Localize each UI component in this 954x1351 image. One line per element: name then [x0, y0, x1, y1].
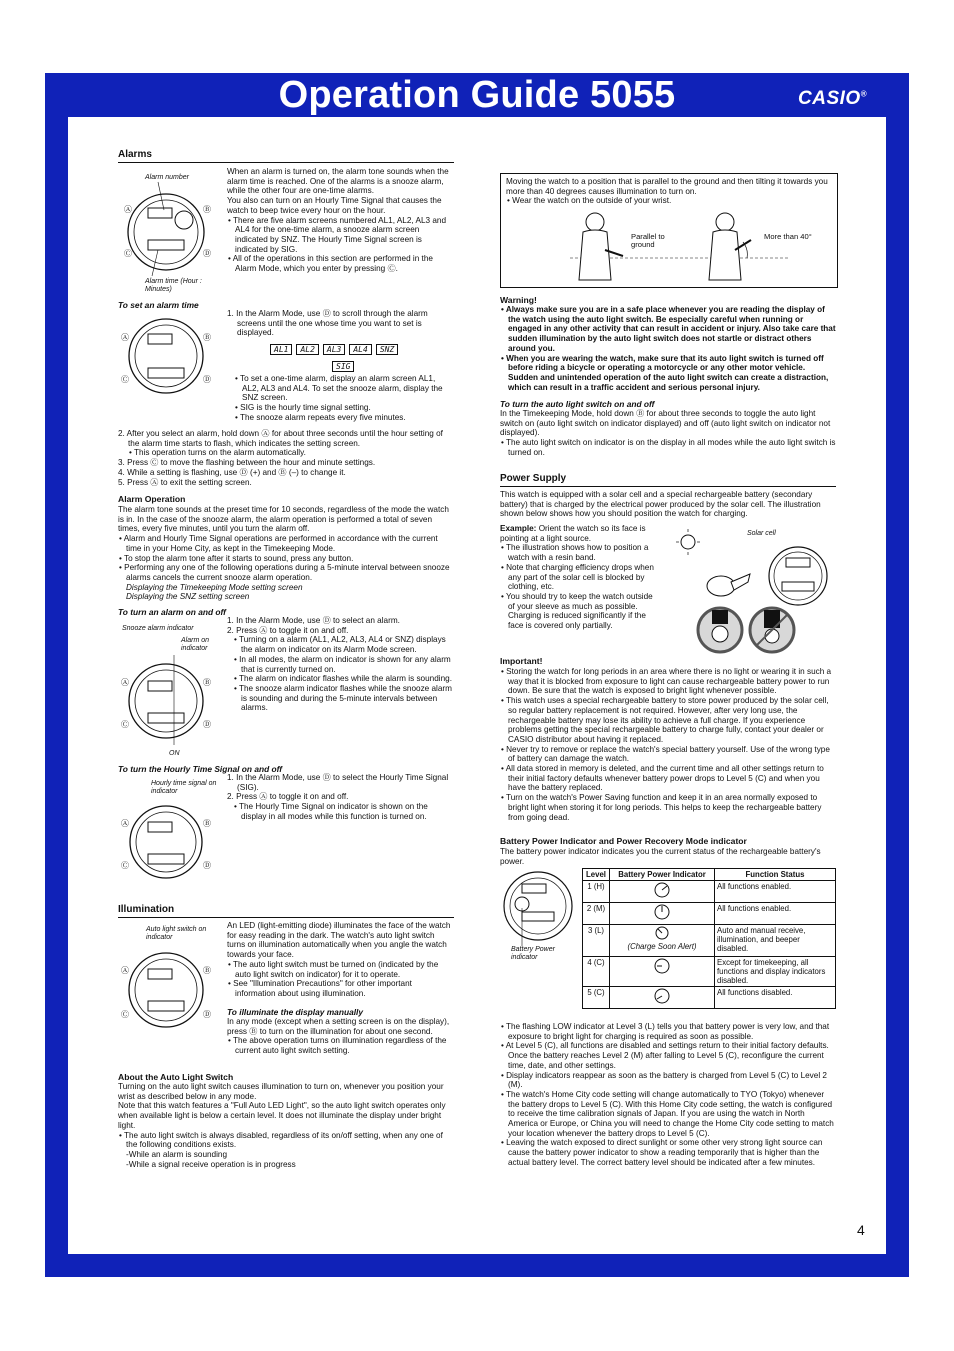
svg-text:Ⓓ: Ⓓ [203, 249, 211, 258]
alarm-onoff-text: 1. In the Alarm Mode, use Ⓓ to select an alarm. 2. Press Ⓐ to toggle it on and off. • Turning on a alarm (AL1, AL2, AL3, AL4 or SNZ) displays the alarm on indicator on its Alarm Mode screen. • In all modes, the alarm on indicator is shown for any alarm that is currently turned on. • The alarm on indicator flashes while the alarm is sounding. • The snooze alarm indicator flashes while the snooze alarm is sounding and during the 5-minute intervals between alarms. [227, 616, 452, 713]
alarm-watch-diagram [118, 170, 218, 290]
alarm-time-label: Alarm time (Hour : Minutes) [145, 278, 202, 293]
manual-illumination-text: In any mode (except when a setting screen is on the display), press Ⓑ to turn on the illumination for about one second. • The above operation turns on illumination regardless of the current auto light switch setting. [227, 1017, 450, 1056]
svg-text:Ⓒ: Ⓒ [121, 720, 129, 729]
alarm-onoff-title: To turn an alarm on and off [118, 607, 226, 617]
col-level: Level [583, 869, 610, 881]
col-indicator: Battery Power Indicator [610, 869, 715, 881]
set-steps-2-5: 2. After you select an alarm, hold down Ⓐ for about three seconds until the hour setting of the alarm time starts to flash, which indicates the setting screen. • This operation turns on the alarm automatically. 3. Press Ⓒ to move the flashing between the hour and minute settings. 4. While a setting is flashing, use Ⓓ (+) and Ⓑ (–) to change it. 5. Press Ⓐ to exit the setting screen. [118, 429, 443, 487]
auto-light-title: About the Auto Light Switch [118, 1072, 234, 1082]
alarms-intro: When an alarm is turned on, the alarm tone sounds when the alarm time is reached. One of the alarms is a snooze alarm, while the other four are one-time alarms. You also can turn on an Hourly Time Signal that causes the watch to beep twice every hour on the hour. • There are five alarm screens numbered AL1, AL2, AL3 and AL4 for the one-time alarm, a snooze alarm screen indicated by SNZ. The Hourly Time Signal screen is indicated by SIG. • All of the operations in this section are performed in the Alarm Mode, which you enter by pressing Ⓒ. [227, 167, 449, 274]
hourly-signal-title: To turn the Hourly Time Signal on and off [118, 764, 283, 774]
auto-light-text: Turning on the auto light switch causes illumination to turn on, whenever you position your wrist as described below in any mode. Note that this watch features a "Full Auto LED Light", so the auto light switch operates only when available light is below a certain level. It does not illuminate the display under bright light. • The auto light switch is always disabled, regardless of its on/off setting, when any one of the following conditions exists. -While an alarm is sounding -While a signal receive operation is in progress [118, 1082, 446, 1169]
table-row: 1 (H) All functions enabled. [583, 881, 836, 903]
alarm-screen-sequence [270, 344, 398, 355]
alarms-section-title: Alarms [118, 149, 454, 163]
svg-text:Ⓐ: Ⓐ [121, 819, 129, 828]
svg-text:Ⓒ: Ⓒ [121, 861, 129, 870]
page-number: 4 [857, 1222, 865, 1238]
power-supply-example: Example: Orient the watch so its face is pointing at a light source. • The illustration shows how to position a watch with a resin band. • Note that charging efficiency drops when any part of the solar cell is blocked by clothing, etc. • You should try to keep the watch outside of your sleeve as much as possible. Charging is reduced significantly if the face is covered only partially. [500, 524, 654, 631]
table-row: 2 (M) All functions enabled. [583, 903, 836, 925]
battery-gauge-icon [610, 987, 715, 1009]
alarm-number-label: Alarm number [145, 174, 189, 181]
svg-text:Ⓒ: Ⓒ [121, 375, 129, 384]
illumination-section-title: Illumination [118, 904, 454, 918]
svg-text:Ⓐ: Ⓐ [121, 333, 129, 342]
battery-notes: • The flashing LOW indicator at Level 3 (L) tells you that battery power is very low, and that exposure to bright light for charging is required as soon as possible. • At Level 5 (C), all functions are disabled and settings return to their initial factory defaults. Once the battery reaches Level 2 (M) after falling to Level 5 (C), reconfigure the current time, date, and other settings. • Display indicators reappear as soon as the battery is charged from Level 5 (C) to Level 2 (M). • The watch's Home City code setting will change automatically to TYO (Tokyo) whenever the battery drops to Level 5 (C). With this Home City code setting, the watch is configured to receive the time calibration signals of Japan. If you are using the watch in North America or Europe, or China you will need to change the Home City code setting to match your location whenever the battery drops to Level 5 (C). • Leaving the watch exposed to direct sunlight or some other very strong light source can cause the battery power indicator to show a reading temporarily that is higher than the actual battery level. The correct battery level should be indicated after a few minutes. [501, 1022, 834, 1167]
battery-indicator-title: Battery Power Indicator and Power Recovery Mode indicator [500, 836, 747, 846]
snooze-indicator-label: Snooze alarm indicator [122, 625, 194, 632]
battery-watch-diagram [500, 868, 580, 948]
battery-indicator-intro: The battery power indicator indicates you the current status of the rechargeable battery's power. [500, 847, 821, 866]
seq-al2: AL2 [296, 344, 318, 355]
battery-indicator-label: Battery Power indicator [511, 946, 555, 961]
svg-text:Ⓐ: Ⓐ [121, 966, 129, 975]
auto-light-indicator-label: Auto light switch on indicator [146, 926, 207, 941]
battery-gauge-low-icon: (Charge Soon Alert) [610, 925, 715, 957]
svg-text:Ⓓ: Ⓓ [203, 861, 211, 870]
col-status: Function Status [715, 869, 836, 881]
hourly-signal-label: Hourly time signal on indicator [151, 780, 217, 795]
warning-title: Warning! [500, 295, 537, 305]
power-supply-title: Power Supply [500, 473, 836, 487]
hourly-signal-watch-diagram [118, 800, 218, 880]
seq-al4: AL4 [349, 344, 371, 355]
illumination-text: An LED (light-emitting diode) illuminates the face of the watch for easy reading in the dark. The watch's auto light switch turns on illumination automatically when you angle the watch towards your face. • The auto light switch must be turned on (indicated by the auto light switch on indicator) for it to operate. • See "Illumination Precautions" for other important information about using illumination. [227, 921, 451, 998]
table-row: 3 (L) (Charge Soon Alert) Auto and manual receive, illumination, and beeper disabled. [583, 925, 836, 957]
set-bullets: • To set a one-time alarm, display an alarm screen AL1, AL2, AL3 and AL4. To set the snooze alarm, display the SNZ screen. • SIG is the hourly time signal setting. • The snooze alarm repeats every five minutes. [235, 374, 443, 422]
solar-cell-label: Solar cell [747, 530, 776, 537]
toggle-auto-light-text: In the Timekeeping Mode, hold down Ⓑ for about three seconds to toggle the auto light switch on (auto light switch on indicator displayed) and off (auto light switch on indicator not displayed). • The auto light switch on indicator is on the display in all modes while the auto light switch is turned on. [500, 409, 836, 457]
seq-al3: AL3 [323, 344, 345, 355]
svg-text:Ⓐ: Ⓐ [124, 205, 132, 214]
svg-text:Ⓑ: Ⓑ [203, 205, 211, 214]
auto-light-box-text: Moving the watch to a position that is parallel to the ground and then tilting it towards you more than 40 degrees causes illumination to turn on. • Wear the watch on the outside of your wrist. [506, 177, 828, 206]
svg-text:Ⓑ: Ⓑ [203, 333, 211, 342]
seq-snz: SNZ [376, 344, 398, 355]
parallel-label: Parallel to ground [631, 232, 665, 249]
battery-gauge-icon [610, 903, 715, 925]
solar-charging-illustration [676, 526, 838, 656]
svg-text:Ⓑ: Ⓑ [203, 819, 211, 828]
table-row: 5 (C) All functions disabled. [583, 987, 836, 1009]
alarm-operation-text: The alarm tone sounds at the preset time for 10 seconds, regardless of the mode the watch is in. In the case of the snooze alarm, the alarm operation is performed a total of seven times, every five minutes, until you turn the alarm off. • Alarm and Hourly Time Signal operations are performed in accordance with the current time in your Home City, as kept in the Timekeeping Mode. • To stop the alarm tone after it starts to sound, press any button. • Performing any one of the following operations during a 5-minute interval between snooze alarms cancels the current snooze alarm operation. Displaying the Timekeeping Mode setting screen Displaying the SNZ setting screen [118, 505, 450, 602]
alarm-onoff-watch-diagram [118, 655, 218, 750]
svg-text:Ⓓ: Ⓓ [203, 1010, 211, 1019]
set-alarm-title: To set an alarm time [118, 300, 199, 310]
seq-al1: AL1 [270, 344, 292, 355]
svg-text:Ⓒ: Ⓒ [121, 1010, 129, 1019]
illumination-watch-diagram [118, 945, 218, 1035]
casio-logo: CASIO® [798, 88, 868, 109]
battery-level-table [582, 868, 836, 1009]
set-step-1: 1. In the Alarm Mode, use Ⓓ to scroll through the alarm screens until the one whose time you want to set is displayed. [227, 309, 428, 338]
warning-text: • Always make sure you are in a safe place whenever you are reading the display of the watch using the auto light switch. Be especially careful when running or engaged in any other activity that can result in accident or injury. Also take care that sudden illumination by the auto light switch does not startle or distract others around you. • When you are wearing the watch, make sure that its auto light switch is turned off before riding a bicycle or operating a motorcycle or any other motor vehicle. Sudden and unintended operation of the auto light switch can create a distraction, which can result in a traffic accident and serious personal injury. [501, 305, 836, 392]
set-alarm-watch-diagram [118, 312, 218, 397]
more-than-label: More than 40° [764, 232, 812, 241]
hourly-signal-text: 1. In the Alarm Mode, use Ⓓ to select the Hourly Time Signal (SIG). 2. Press Ⓐ to toggle it on and off. • The Hourly Time Signal on indicator is shown on the display in all modes while this function is turned on. [227, 773, 449, 821]
alarm-on-indicator-label: Alarm on indicator [181, 637, 210, 652]
important-title: Important! [500, 656, 543, 666]
svg-text:Ⓐ: Ⓐ [121, 678, 129, 687]
alarm-operation-title: Alarm Operation [118, 494, 186, 504]
toggle-auto-light-title: To turn the auto light switch on and off [500, 399, 655, 409]
battery-gauge-icon [610, 881, 715, 903]
power-supply-intro: This watch is equipped with a solar cell and a special rechargeable battery (secondary battery) that is charged by the electrical power produced by the solar cell. The illustration shown below shows how you should position the watch for charging. [500, 490, 821, 519]
page-title: Operation Guide 5055 [278, 74, 676, 116]
table-row: 4 (C) Except for timekeeping, all functions and display indicators disabled. [583, 957, 836, 987]
svg-text:Ⓑ: Ⓑ [203, 966, 211, 975]
on-label: ON [169, 750, 180, 757]
svg-text:Ⓑ: Ⓑ [203, 678, 211, 687]
important-text: • Storing the watch for long periods in an area where there is no light or wearing it in such a way that it is blocked from exposure to light can cause rechargeable battery power to run down. Be sure that the watch is exposed to bright light whenever possible. • This watch uses a special rechargeable battery to store power produced by the solar cell, so regular battery replacement is not required. However, after very long use, the rechargeable battery may lose its ability to achieve a full charge. If you experience problems getting the special rechargeable battery to charge fully, contact your dealer or CASIO distributor about having it replaced. • Never try to remove or replace the watch's special battery yourself. Use of the wrong type of battery can damage the watch. • All data stored in memory is deleted, and the current time and all other settings return to their initial factory defaults whenever battery power drops to Level 5 (C) and when you have the battery replaced. • Turn on the watch's Power Saving function and keep it in an area normally exposed to bright light when storing it for long periods. This helps to keep the rechargeable battery from going dead. [501, 667, 832, 822]
seq-sig: SIG [332, 361, 354, 372]
manual-illumination-title: To illuminate the display manually [227, 1007, 364, 1017]
alarm-screen-sequence-sig [332, 361, 354, 372]
battery-gauge-icon [610, 957, 715, 987]
svg-text:Ⓓ: Ⓓ [203, 375, 211, 384]
svg-text:Ⓒ: Ⓒ [124, 249, 132, 258]
svg-text:Ⓓ: Ⓓ [203, 720, 211, 729]
